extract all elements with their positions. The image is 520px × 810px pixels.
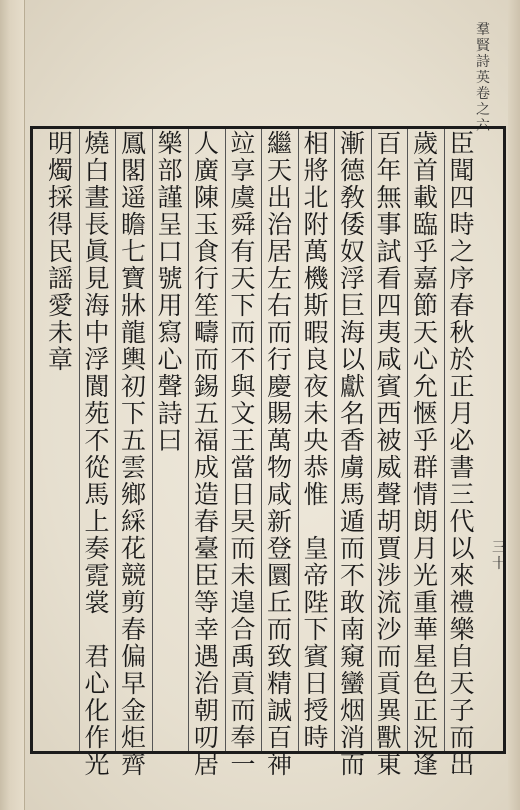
glyph: 月 (449, 399, 475, 428)
glyph: 鄉 (120, 480, 146, 509)
glyph: 繼 (266, 129, 292, 158)
glyph: 長 (84, 210, 110, 239)
glyph: 自 (449, 642, 475, 671)
glyph: 文 (230, 399, 256, 428)
text-column (369, 130, 409, 778)
glyph: 春 (449, 291, 475, 320)
glyph: 賓 (303, 642, 329, 671)
glyph: 左 (266, 264, 292, 293)
glyph: 笙 (193, 291, 219, 320)
text-column (333, 130, 373, 778)
glyph: 日 (230, 480, 256, 509)
glyph: 天 (230, 264, 256, 293)
glyph: 曰 (157, 426, 183, 455)
glyph: 而 (266, 615, 292, 644)
glyph (296, 508, 336, 535)
glyph: 不 (230, 345, 256, 374)
column-rule (371, 129, 372, 751)
page-edge (508, 0, 520, 810)
glyph: 鳳 (120, 129, 146, 158)
glyph: 正 (449, 372, 475, 401)
glyph: 百 (266, 723, 292, 752)
glyph (77, 616, 117, 643)
glyph: 浮 (84, 345, 110, 374)
glyph: 貢 (376, 669, 402, 698)
glyph: 奴 (339, 237, 365, 266)
page-number-char: 三 (492, 540, 506, 556)
glyph: 良 (303, 345, 329, 374)
glyph: 造 (193, 480, 219, 509)
glyph: 朝 (193, 696, 219, 725)
glyph: 沙 (376, 615, 402, 644)
glyph: 當 (230, 453, 256, 482)
glyph: 遁 (339, 507, 365, 536)
glyph: 將 (303, 156, 329, 185)
glyph: 獸 (376, 723, 402, 752)
glyph: 愜 (412, 399, 438, 428)
glyph: 北 (303, 183, 329, 212)
glyph: 龍 (120, 318, 146, 347)
glyph: 以 (449, 534, 475, 563)
glyph: 從 (84, 453, 110, 482)
glyph: 福 (193, 426, 219, 455)
glyph: 心 (412, 345, 438, 374)
glyph: 奏 (84, 534, 110, 563)
glyph: 裳 (84, 588, 110, 617)
glyph: 未 (47, 318, 73, 347)
glyph: 逢 (412, 750, 438, 779)
glyph: 人 (193, 129, 219, 158)
glyph: 而 (339, 534, 365, 563)
glyph: 相 (303, 129, 329, 158)
glyph: 旲 (230, 507, 256, 536)
glyph: 舜 (230, 210, 256, 239)
glyph: 用 (157, 291, 183, 320)
glyph: 奉 (230, 723, 256, 752)
glyph: 居 (193, 750, 219, 779)
glyph: 名 (339, 399, 365, 428)
glyph: 序 (449, 264, 475, 293)
glyph: 試 (376, 237, 402, 266)
glyph: 而 (230, 696, 256, 725)
glyph: 居 (266, 237, 292, 266)
glyph: 臺 (193, 534, 219, 563)
glyph: 下 (303, 615, 329, 644)
glyph: 出 (449, 750, 475, 779)
glyph: 見 (84, 264, 110, 293)
glyph: 海 (84, 291, 110, 320)
glyph: 臣 (193, 561, 219, 590)
glyph: 機 (303, 264, 329, 293)
book-spine (0, 0, 25, 810)
glyph: 德 (339, 156, 365, 185)
glyph: 夷 (376, 318, 402, 347)
glyph: 央 (303, 426, 329, 455)
glyph: 心 (157, 345, 183, 374)
glyph: 號 (157, 264, 183, 293)
glyph: 採 (47, 183, 73, 212)
glyph: 光 (412, 561, 438, 590)
glyph: 允 (412, 372, 438, 401)
glyph: 白 (84, 156, 110, 185)
glyph: 神 (266, 750, 292, 779)
glyph: 食 (193, 237, 219, 266)
glyph: 四 (449, 183, 475, 212)
glyph: 出 (266, 183, 292, 212)
glyph: 流 (376, 588, 402, 617)
text-column (150, 130, 190, 454)
glyph: 心 (84, 669, 110, 698)
glyph: 載 (412, 183, 438, 212)
glyph: 作 (84, 723, 110, 752)
glyph: 寶 (120, 264, 146, 293)
glyph: 而 (339, 750, 365, 779)
glyph: 三 (449, 480, 475, 509)
glyph: 玉 (193, 210, 219, 239)
glyph: 疇 (193, 318, 219, 347)
glyph: 雲 (120, 453, 146, 482)
glyph: 行 (193, 264, 219, 293)
glyph: 無 (376, 183, 402, 212)
glyph: 遑 (230, 588, 256, 617)
glyph: 百 (376, 129, 402, 158)
glyph: 年 (376, 156, 402, 185)
glyph: 敎 (339, 183, 365, 212)
glyph: 正 (412, 696, 438, 725)
glyph: 威 (376, 453, 402, 482)
glyph: 華 (412, 615, 438, 644)
glyph: 臨 (412, 210, 438, 239)
glyph: 授 (303, 696, 329, 725)
glyph: 謹 (157, 183, 183, 212)
glyph: 西 (376, 399, 402, 428)
glyph: 有 (230, 237, 256, 266)
glyph: 成 (193, 453, 219, 482)
glyph: 廣 (193, 156, 219, 185)
glyph: 來 (449, 561, 475, 590)
column-rule (225, 129, 226, 751)
glyph: 賜 (266, 399, 292, 428)
glyph: 時 (303, 723, 329, 752)
glyph: 書 (449, 453, 475, 482)
glyph: 天 (412, 318, 438, 347)
glyph: 而 (230, 318, 256, 347)
glyph: 早 (120, 669, 146, 698)
glyph: 敢 (339, 588, 365, 617)
glyph: 附 (303, 210, 329, 239)
glyph: 綵 (120, 507, 146, 536)
glyph: 時 (449, 210, 475, 239)
glyph: 齊 (120, 750, 146, 779)
glyph: 未 (303, 399, 329, 428)
glyph: 窺 (339, 642, 365, 671)
glyph: 天 (449, 669, 475, 698)
glyph: 春 (193, 507, 219, 536)
glyph: 節 (412, 291, 438, 320)
glyph: 而 (193, 345, 219, 374)
glyph: 幸 (193, 615, 219, 644)
glyph: 帝 (303, 561, 329, 590)
glyph: 群 (412, 453, 438, 482)
glyph: 未 (230, 561, 256, 590)
glyph: 愛 (47, 291, 73, 320)
glyph: 合 (230, 615, 256, 644)
glyph: 慶 (266, 372, 292, 401)
glyph: 色 (412, 669, 438, 698)
glyph: 馬 (84, 480, 110, 509)
glyph: 燭 (47, 156, 73, 185)
column-rule (261, 129, 262, 751)
glyph: 竝 (230, 129, 256, 158)
glyph: 苑 (84, 399, 110, 428)
glyph: 炬 (120, 723, 146, 752)
running-title-char: 卷 (476, 86, 490, 102)
glyph: 代 (449, 507, 475, 536)
glyph: 漸 (339, 129, 365, 158)
glyph: 乎 (412, 426, 438, 455)
column-rule (334, 129, 335, 751)
glyph: 蠻 (339, 669, 365, 698)
glyph: 詩 (157, 399, 183, 428)
glyph: 首 (412, 156, 438, 185)
glyph: 君 (84, 642, 110, 671)
glyph: 瞻 (120, 210, 146, 239)
glyph: 咸 (266, 480, 292, 509)
glyph: 胡 (376, 507, 402, 536)
glyph: 閣 (120, 156, 146, 185)
column-rule (79, 129, 80, 751)
glyph: 下 (120, 399, 146, 428)
text-column (114, 130, 154, 778)
glyph: 消 (339, 723, 365, 752)
glyph: 香 (339, 426, 365, 455)
glyph: 涉 (376, 561, 402, 590)
column-rule (407, 129, 408, 751)
running-title-char: 六 (476, 118, 490, 134)
text-column (260, 130, 300, 778)
glyph: 夜 (303, 372, 329, 401)
glyph: 萬 (303, 237, 329, 266)
glyph: 部 (157, 156, 183, 185)
page-number-char: 十 (492, 556, 506, 572)
glyph: 圜 (266, 561, 292, 590)
text-column (442, 130, 482, 778)
glyph: 誠 (266, 696, 292, 725)
glyph: 呈 (157, 210, 183, 239)
column-rule (444, 129, 445, 751)
glyph: 月 (412, 534, 438, 563)
glyph: 閬 (84, 372, 110, 401)
running-title-char: 賢 (476, 38, 490, 54)
text-column (406, 130, 446, 778)
glyph: 聲 (157, 372, 183, 401)
glyph: 丘 (266, 588, 292, 617)
running-title-char: 羣 (476, 22, 490, 38)
glyph: 萬 (266, 426, 292, 455)
glyph: 禹 (230, 642, 256, 671)
glyph: 皇 (303, 534, 329, 563)
glyph: 物 (266, 453, 292, 482)
glyph: 被 (376, 426, 402, 455)
glyph: 東 (376, 750, 402, 779)
glyph: 朗 (412, 507, 438, 536)
glyph: 花 (120, 534, 146, 563)
glyph: 咸 (376, 345, 402, 374)
glyph: 晝 (84, 183, 110, 212)
glyph: 禮 (449, 588, 475, 617)
glyph: 牀 (120, 291, 146, 320)
glyph: 於 (449, 345, 475, 374)
text-column (187, 130, 227, 778)
glyph: 乎 (412, 237, 438, 266)
running-title-char: 之 (476, 102, 490, 118)
glyph: 必 (449, 426, 475, 455)
glyph: 等 (193, 588, 219, 617)
glyph: 登 (266, 534, 292, 563)
glyph: 精 (266, 669, 292, 698)
glyph: 下 (230, 291, 256, 320)
glyph: 臣 (449, 129, 475, 158)
glyph: 馬 (339, 480, 365, 509)
glyph: 而 (449, 723, 475, 752)
glyph: 獻 (339, 372, 365, 401)
glyph: 浮 (339, 264, 365, 293)
glyph: 偏 (120, 642, 146, 671)
glyph: 樂 (157, 129, 183, 158)
glyph: 治 (193, 669, 219, 698)
glyph: 歲 (412, 129, 438, 158)
glyph: 章 (47, 345, 73, 374)
glyph: 新 (266, 507, 292, 536)
glyph: 以 (339, 345, 365, 374)
glyph: 而 (376, 642, 402, 671)
glyph: 右 (266, 291, 292, 320)
glyph: 重 (412, 588, 438, 617)
glyph: 貢 (230, 669, 256, 698)
glyph: 七 (120, 237, 146, 266)
glyph: 化 (84, 696, 110, 725)
glyph: 子 (449, 696, 475, 725)
glyph: 倭 (339, 210, 365, 239)
glyph: 春 (120, 615, 146, 644)
column-rule (298, 129, 299, 751)
glyph: 惟 (303, 480, 329, 509)
glyph: 之 (449, 237, 475, 266)
glyph: 致 (266, 642, 292, 671)
glyph: 賓 (376, 372, 402, 401)
glyph: 不 (84, 426, 110, 455)
glyph: 四 (376, 291, 402, 320)
running-title-char: 詩 (476, 54, 490, 70)
glyph: 斯 (303, 291, 329, 320)
glyph: 陛 (303, 588, 329, 617)
glyph: 恭 (303, 453, 329, 482)
glyph: 輿 (120, 345, 146, 374)
glyph: 況 (412, 723, 438, 752)
column-rule (188, 129, 189, 751)
running-title (472, 22, 494, 134)
glyph: 遇 (193, 642, 219, 671)
glyph: 與 (230, 372, 256, 401)
glyph: 聞 (449, 156, 475, 185)
glyph: 霓 (84, 561, 110, 590)
text-column (223, 130, 263, 778)
glyph: 口 (157, 237, 183, 266)
glyph: 而 (230, 534, 256, 563)
glyph: 烟 (339, 696, 365, 725)
glyph: 虞 (230, 183, 256, 212)
glyph: 遥 (120, 183, 146, 212)
glyph: 得 (47, 210, 73, 239)
glyph: 初 (120, 372, 146, 401)
glyph: 王 (230, 426, 256, 455)
glyph: 中 (84, 318, 110, 347)
glyph: 巨 (339, 291, 365, 320)
text-column (296, 130, 336, 751)
glyph: 錫 (193, 372, 219, 401)
glyph: 民 (47, 237, 73, 266)
glyph: 明 (47, 129, 73, 158)
glyph: 海 (339, 318, 365, 347)
glyph: 天 (266, 156, 292, 185)
glyph: 燒 (84, 129, 110, 158)
glyph: 情 (412, 480, 438, 509)
glyph: 不 (339, 561, 365, 590)
glyph: 聲 (376, 480, 402, 509)
glyph: 五 (120, 426, 146, 455)
column-rule (115, 129, 116, 751)
glyph: 治 (266, 210, 292, 239)
glyph: 日 (303, 669, 329, 698)
text-column (77, 130, 117, 778)
glyph: 南 (339, 615, 365, 644)
glyph: 寫 (157, 318, 183, 347)
glyph: 上 (84, 507, 110, 536)
glyph: 競 (120, 561, 146, 590)
column-rule (152, 129, 153, 751)
glyph: 而 (266, 318, 292, 347)
glyph: 光 (84, 750, 110, 779)
glyph: 行 (266, 345, 292, 374)
glyph: 虜 (339, 453, 365, 482)
glyph: 星 (412, 642, 438, 671)
glyph: 五 (193, 399, 219, 428)
glyph: 異 (376, 696, 402, 725)
glyph: 叨 (193, 723, 219, 752)
glyph: 金 (120, 696, 146, 725)
glyph: 暇 (303, 318, 329, 347)
glyph: 眞 (84, 237, 110, 266)
glyph: 享 (230, 156, 256, 185)
glyph: 看 (376, 264, 402, 293)
glyph: 樂 (449, 615, 475, 644)
glyph: 陳 (193, 183, 219, 212)
glyph: 剪 (120, 588, 146, 617)
glyph: 一 (230, 750, 256, 779)
glyph: 嘉 (412, 264, 438, 293)
glyph: 事 (376, 210, 402, 239)
glyph: 賈 (376, 534, 402, 563)
glyph: 秋 (449, 318, 475, 347)
text-column (41, 130, 81, 373)
glyph: 謡 (47, 264, 73, 293)
running-title-char: 英 (476, 70, 490, 86)
